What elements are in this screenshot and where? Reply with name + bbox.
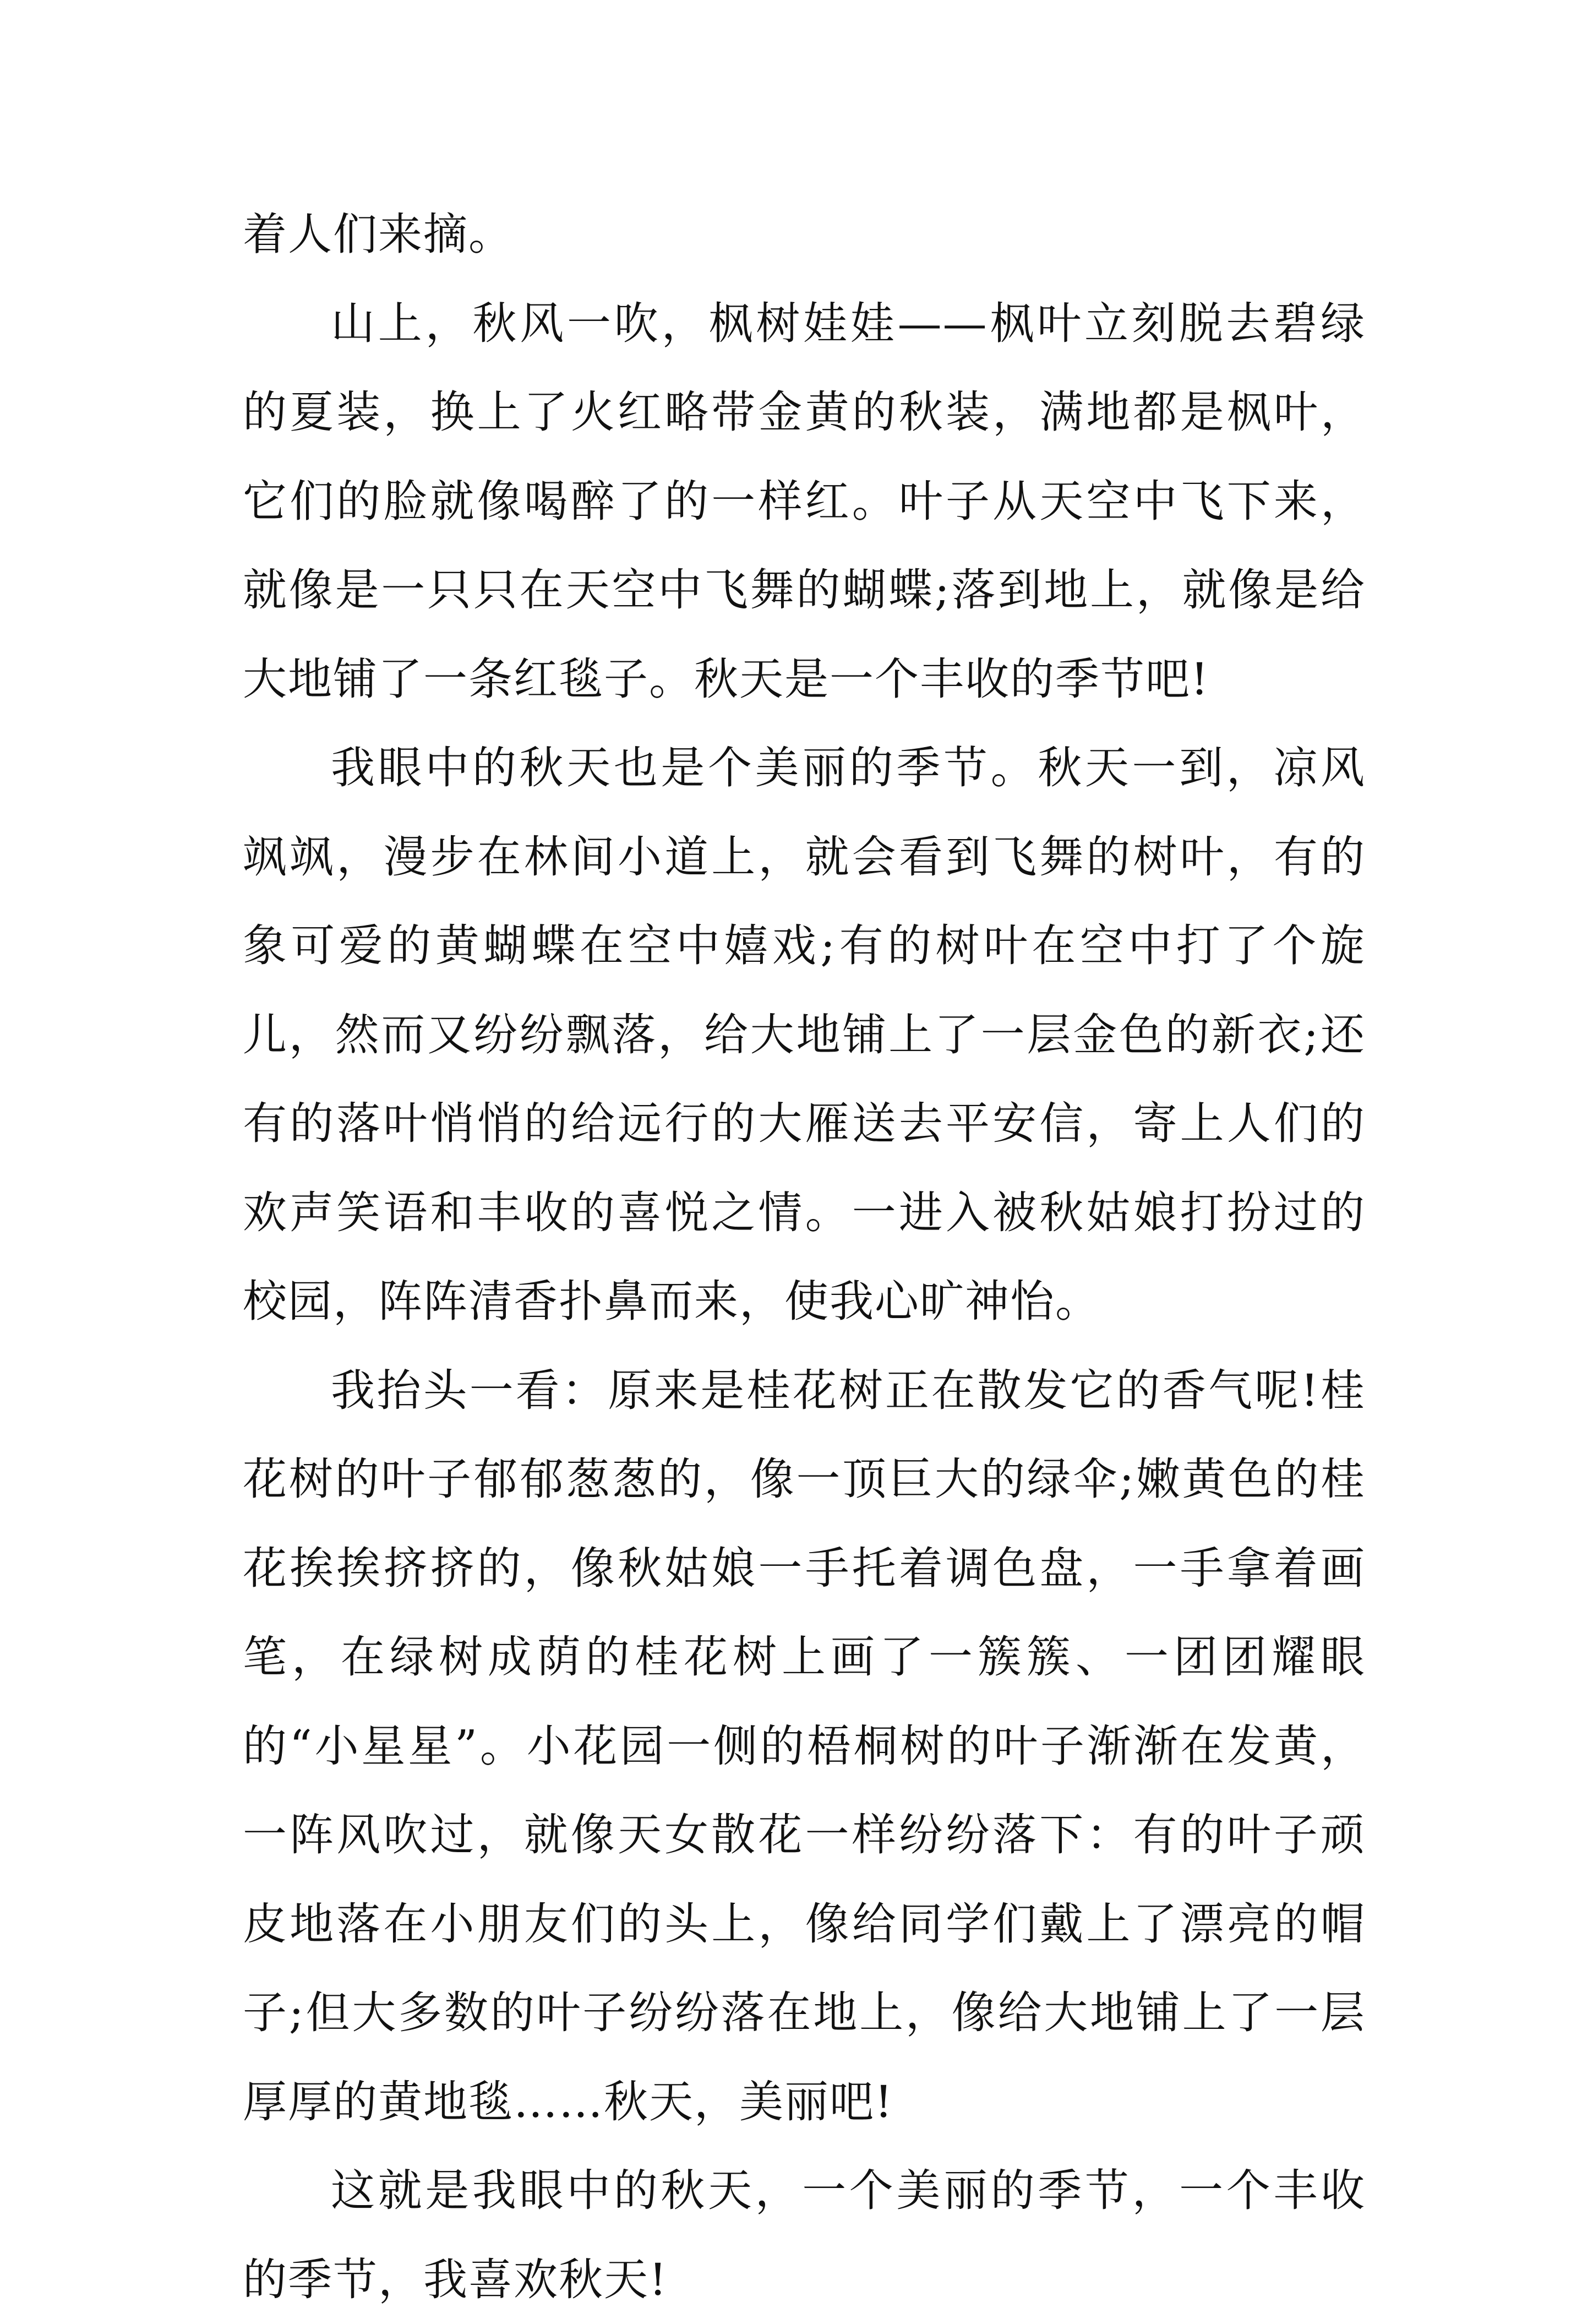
paragraph-autumn-beauty: 我眼中的秋天也是个美丽的季节。秋天一到，凉风飒飒，漫步在林间小道上，就会看到飞舞的树叶，有的象可爱的黄蝴蝶在空中嬉戏;有的树叶在空中打了个旋儿，然而又纷纷飘落，给大地铺上了一层金色的新衣;还有的落叶悄悄的给远行的大雁送去平安信，寄上人们的欢声笑语和丰收的喜悦之情。一进入被秋姑娘打扮过的校园，阵阵清香扑鼻而来，使我心旷神怡。 bbox=[243, 742, 1366, 1327]
document-body bbox=[243, 190, 1366, 2324]
paragraph-maple-leaves: 山上，秋风一吹，枫树娃娃——枫叶立刻脱去碧绿的夏装，换上了火红略带金黄的秋装，满地都是枫叶，它们的脸就像喝醉了的一样红。叶子从天空中飞下来，就像是一只只在天空中飞舞的蝴蝶;落到地上，就像是给大地铺了一条红毯子。秋天是一个丰收的季节吧! bbox=[243, 297, 1366, 705]
paragraph-continuation: 着人们来摘。 bbox=[243, 209, 514, 260]
paragraph-osmanthus-tree: 我抬头一看：原来是桂花树正在散发它的香气呢!桂花树的叶子郁郁葱葱的，像一顶巨大的绿伞;嫩黄色的桂花挨挨挤挤的，像秋姑娘一手托着调色盘，一手拿着画笔，在绿树成荫的桂花树上画了一簇簇、一团团耀眼的“小星星”。小花园一侧的梧桐树的叶子渐渐在发黄，一阵风吹过，就像天女散花一样纷纷落下：有的叶子顽皮地落在小朋友们的头上，像给同学们戴上了漂亮的帽子;但大多数的叶子纷纷落在地上，像给大地铺上了一层厚厚的黄地毯……秋天，美丽吧! bbox=[243, 1364, 1366, 2127]
paragraph-conclusion: 这就是我眼中的秋天，一个美丽的季节，一个丰收的季节，我喜欢秋天! bbox=[243, 2165, 1366, 2305]
